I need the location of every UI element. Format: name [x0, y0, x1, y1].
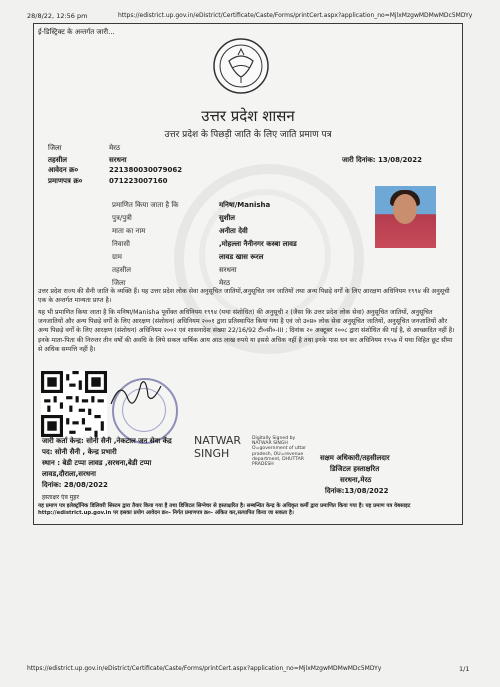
print-timestamp: 28/8/22, 12:56 pm — [27, 12, 88, 20]
detail-label-resident: निवासी — [112, 240, 130, 248]
detail-value-father: सुशील — [219, 214, 236, 222]
issued-under-text: ई-डिस्ट्रिक्ट के अन्तर्गत जारी... — [38, 28, 115, 36]
certificate-sheet — [33, 23, 463, 525]
digital-signature-details: Digitally Signed by NATWAR SINGH O=government of uttar pradesh, OU=revenue department, DHUTTAR PRADESH — [252, 436, 307, 468]
meta-value-application-no: 221380030079062 — [109, 166, 183, 174]
certificate-subtitle: उत्तर प्रदेश के पिछड़ी जाति के लिए जाति प्रमाण पत्र — [164, 130, 332, 140]
meta-value-district: मेरठ — [109, 144, 121, 152]
detail-label-district: जिला — [112, 279, 126, 287]
detail-label-mother: माता का नाम — [112, 227, 146, 235]
meta-value-certificate-no: 071223007160 — [109, 177, 168, 185]
signature-seal-label: हस्ताक्षर एंव मुहर — [42, 494, 79, 501]
up-emblem-icon — [212, 37, 270, 95]
issuer-designation: पद: सोनी सैनी , केन्द्र प्रभारी — [42, 448, 117, 456]
officer-title: सक्षम अधिकारी/तहसीलदार — [320, 454, 390, 462]
officer-location: सरधना,मेरठ — [340, 476, 372, 484]
detail-value-village: लावड खास रूरल — [219, 253, 264, 261]
issuer-center: जारी कर्ता केन्द्र: सोनी सैनी ,नेकटाल जन सेवा केंद्र — [42, 437, 172, 445]
certificate-footnote: यह प्रमाण पत्र इलेक्ट्रॉनिक डिलिवरी सिस्टम द्वारा तैयार किया गया है तथा डिजिटल सिग्नेचर से हस्ताक्षरित है। सम्बन्धित केन्द्र के अधिकृत कर्मी द्वारा प्रमाणित किया गया है। यह प्रमाण पत्र वेबसाइट http://edistrict.up.gov.in पर इसका प्रयोग आवेदन क्र०- निर्गत प्रमाणपत्र क्र०- अंकित कर,सत्यापित किया जा सकता है। — [38, 503, 411, 516]
certificate-title: उत्तर प्रदेश शासन — [201, 107, 295, 125]
detail-label-tehsil: तहसील — [112, 266, 131, 274]
detail-label-certified: प्रमाणित किया जाता है कि — [112, 201, 179, 209]
detail-value-resident: ,मोहल्ला नैनीनगर कस्बा लावड — [219, 240, 297, 248]
print-page-number: 1/1 — [459, 665, 470, 673]
qr-code — [41, 371, 107, 437]
detail-label-village: ग्राम — [112, 253, 122, 261]
meta-label-application-no: आवेदन क्र० — [48, 166, 79, 174]
certificate-paragraph-1: उत्तर प्रदेश राज्य की सैनी जाति के व्यक्ति हैं। यह उत्तर प्रदेश लोक सेवा अनुसूचित जातियों,अनुसूचित जन जातियों तथा अन्य पिछड़े वर्गों के लिए आरक्षण अधिनियम १९९४ की अनुसूची एक के अन्तर्गत मान्यता प्राप्त है। — [38, 288, 450, 305]
detail-value-mother: अनीता देवी — [219, 227, 248, 235]
detail-value-name: मनिषा/Manisha — [219, 201, 271, 209]
detail-value-district: मेरठ — [219, 279, 231, 287]
officer-digital-signed: डिजिटल हस्ताक्षरित — [330, 465, 380, 473]
applicant-photo — [375, 186, 436, 248]
issue-date: जारी दिनांक: 13/08/2022 — [342, 156, 423, 164]
print-footer-url: https://edistrict.up.gov.in/eDistrict/Certificate/Caste/Forms/printCert.aspx?application_no=MjlxMzgwMDMwMDc5MDYy — [27, 665, 382, 672]
officer-date: दिनांक:13/08/2022 — [325, 487, 389, 495]
meta-label-certificate-no: प्रमाणपत्र क्र० — [48, 177, 83, 185]
meta-label-tehsil: तहसील — [48, 156, 67, 164]
meta-value-tehsil: सरधना — [109, 156, 127, 164]
detail-value-tehsil: सरधना — [219, 266, 237, 274]
digital-signer-name: NATWAR SINGH — [194, 434, 242, 460]
meta-label-district: जिला — [48, 144, 62, 152]
issuer-place-cont: लावड,दौराला,सरधना — [42, 470, 96, 478]
issuer-date: दिनांक: 28/08/2022 — [42, 481, 108, 489]
detail-label-child-of: पुत्र/पुत्री — [112, 214, 132, 222]
print-header-url: https://edistrict.up.gov.in/eDistrict/Certificate/Caste/Forms/printCert.aspx?application_no=MjlxMzgwMDMwMDc5MDYy — [118, 12, 473, 19]
issuer-place: स्थान : बेडी टप्पा लावड ,सरधना,बेडी टप्पा — [42, 459, 152, 467]
certificate-paragraph-2: यह भी प्रमाणित किया जाता है कि मनिषा/Manisha पूर्वोक्त अधिनियम १९९४ (यथा संशोधित) की अनुसूची २ (जैसा कि उत्तर प्रदेश लोक सेवा) अनुसूचित जातियों, अनुसूचित जनजातियों और अन्य पिछड़े वर्गों के लिए आरक्षण (संशोधन) अधिनियम २००१ द्वारा प्रतिस्थापित किया गया है एवं जो उ०प्र० लोक सेवा अनुसूचित जातियों, अनुसूचित जनजातियों और अन्य पिछड़े वर्गों के लिए आरक्षण (संशोधन) अधिनियम २००२ एवं शासनादेश संख्या 22/16/92 टी०सी०-III ; दिनांक २० अक्टूबर २००८ द्वारा संशोधित की गई है, से आच्छादित नहीं है।इनके माता-पिता की निरन्तर तीन वर्षों की अवधि के लिये सकल वार्षिक आय आठ लाख रुपये या इससे अधिक नहीं है तथा इनके पास धन कर अधिनियम १९५७ में यथा विहित छूट सीमा से अधिक सम्पत्ति नहीं है। — [38, 309, 455, 353]
handwritten-signature — [106, 374, 166, 414]
